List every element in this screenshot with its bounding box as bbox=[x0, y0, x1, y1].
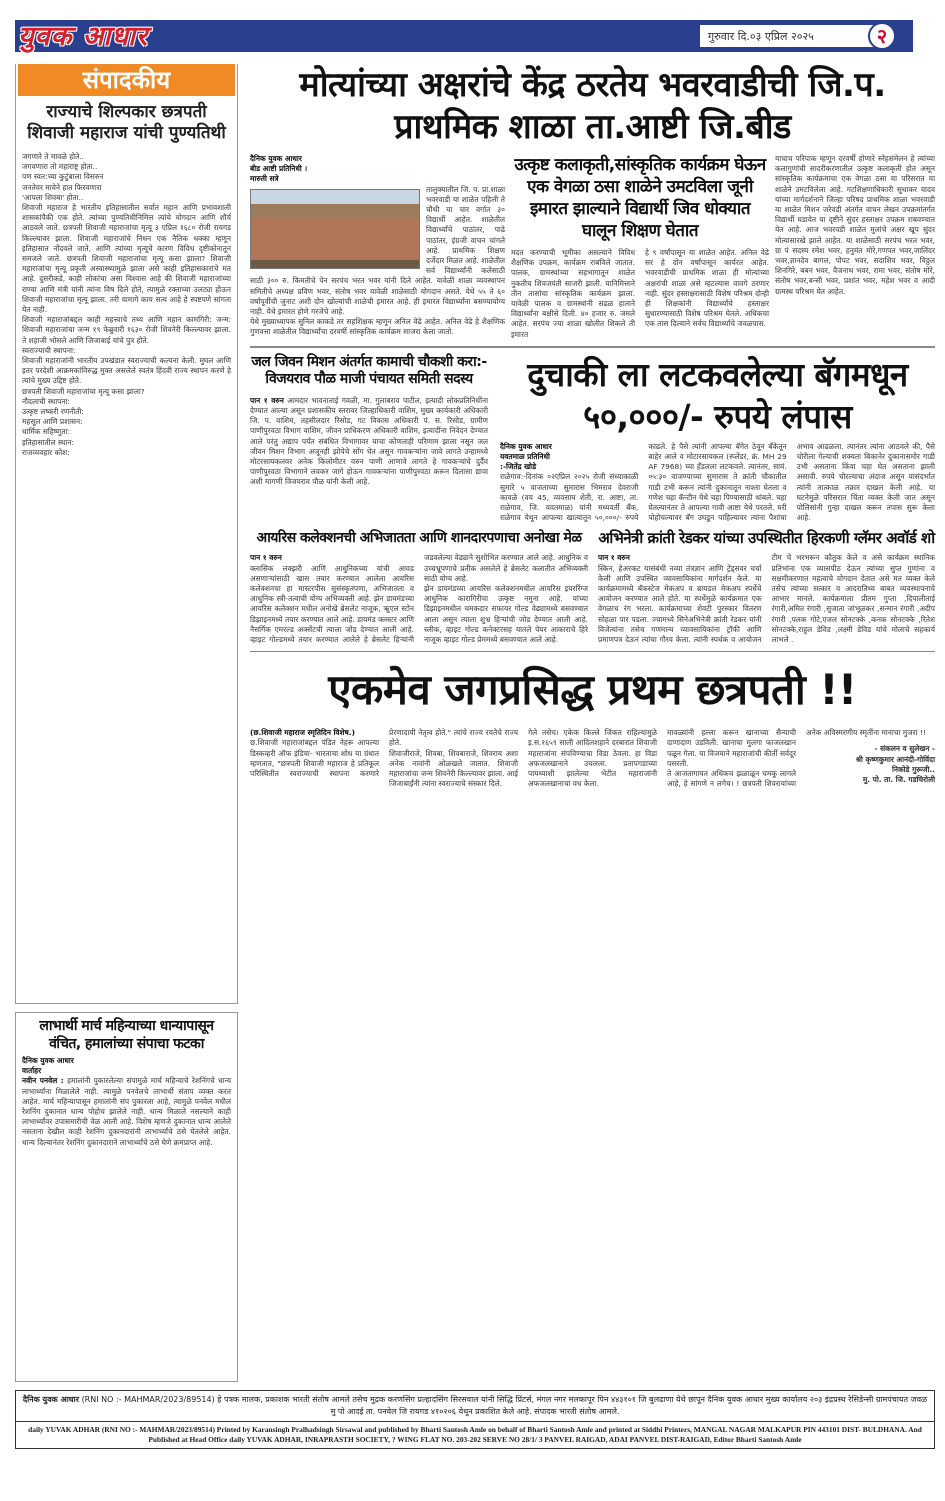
divider bbox=[250, 346, 935, 348]
editorial-column bbox=[15, 64, 238, 1004]
shivaji-article bbox=[250, 728, 935, 789]
feature-row bbox=[250, 529, 935, 645]
paragraph: मावळ्यांनी हल्ला करून खानाच्या सैन्याची दाणादाण उडविली. खानाचा मुलगा फाजलखान पळून गेला. या विजयाने महाराजांची कीर्ती सर्वदूर पसरली. bbox=[667, 728, 796, 768]
school-body-c bbox=[775, 154, 935, 340]
paragraph: नौदलाची स्थापना: bbox=[22, 396, 70, 406]
paragraph: शिवाजी महाराजांनी भारतीय उपखंडात स्वराज्याची कल्पना केली. मुघल आणि इतर परदेशी आक्रमकांविरुद्ध मुक्त असलेले स्वतंत्र हिंदवी राज्य स्थापन करणे हे त्यांचे मुख्य उद्दिष्ट होते. bbox=[22, 356, 231, 386]
bike-byline-1: दैनिक युवक आधार bbox=[500, 441, 552, 451]
paragraph: शिवाजी महाराज हे भारतीय इतिहासातील सर्वात महान आणि प्रभावशाली शासकांपैकी एक होते. त्यांच्या पुण्यतिथीनिमित्त त्यांचे योगदान आणि शौर्य आठवले जाते. छत्रपती शिवाजी महाराजांचा मृत्यू ३ एप्रिल १६८० रोजी रायगड किल्ल्यावर झाला. शिवाजी महाराजांचे निधन एक नैतिक धक्का म्हणून इतिहासात नोंदवले जाते, आणि त्यांच्या मृत्यूचे कारण विविध दृष्टीकोनातून समजले जाते. छत्रपती शिवाजी महाराजांचा मृत्यू कसा झाला? शिवाजी महाराजांचा मृत्यू प्रकृती अस्वास्थ्यामुळे झाला असे काही इतिहासकारांचे मत आहे. दुसरीकडे, काही लोकांचा असा विश्वास आहे की शिवाजी महाराजांच्या राण्या आणि मंत्री यांनी त्यांना विष दिले होते, त्यामुळे रक्ताच्या उलट्या होऊन शिवाजी महाराजांचा मृत्यू झाला. तरी यामागे काय सत्य आहे हे स्पष्टपणे सांगता येत नाही. bbox=[22, 203, 231, 315]
ration-body: हमालांनी पुकारलेल्या संपामुळे मार्च महिन्याचे रेशनिंगचे धान्य लाभार्थ्यांना मिळालेले नाही. त्यामुळे पनवेलचे लाभार्थी संताप व्यक्त करत आहेत. मार्च महिन्यापासून हमालांनी संप पुकारला आहे, त्यामुळे पनवेल मधील रेशनिंग दुकानात धान्य पोहोच झालेले नाही. धान्य मिळाले नसल्याने काही लाभार्थ्यांवर उपासमारीची वेळ आली आहे. विशेष म्हणजे दुकानात धान्य आलेले नसताना देखील काही रेशनिंग दुकानदारांनी लाभार्थ्यांचे ठसे घेतलेले आहेत. धान्य दिल्यानंतर रेशनिंग दुकानदाराने लाभार्थ्यांचे ठसे घेणे क्रमप्राप्त आहे. bbox=[22, 1076, 232, 1147]
shivaji-headline: एकमेव जगप्रसिद्ध प्रथम छत्रपती !! bbox=[328, 665, 857, 715]
issue-date: गुरुवार दि.०३ एप्रिल २०२५ bbox=[700, 25, 880, 47]
shivaji-signature bbox=[806, 744, 935, 785]
editorial-label: संपादकीय bbox=[18, 64, 235, 96]
left-column bbox=[15, 64, 238, 1382]
paragraph: झेन डायमंडच्या आयरिस कलेक्शनमधील आयरिस इयररिंग्ज आधुनिक कारागिरीचा उत्कृष्ट नमुना आहे. यांच्या डिझाइनमधील चमकदार सफायर गोल्ड वेढ्यामध्ये बसवण्यात आला असून त्याला शुभ्र हिऱ्यांची जोड देण्यात आली आहे. स्लीक, व्हाइट गोल्ड कनेक्टरसह यातले पेयर आकाराचे हिरे नाजूक व्हाइट गोल्ड प्रेममध्ये बसवण्यात आले आहे. bbox=[424, 584, 588, 645]
main-area bbox=[250, 64, 935, 1382]
award-article bbox=[598, 529, 935, 645]
paragraph: महसूल आणि प्रशासन: bbox=[22, 417, 83, 427]
award-body bbox=[598, 553, 935, 645]
bike-body-columns bbox=[500, 442, 935, 524]
paragraph: स्किन, हेअरकट यासंबंधी नव्या तंत्रज्ञान आणि ट्रेंड्सवर चर्चा केली आणि उपस्थित व्यावसायिकांना मार्गदर्शन केले. या कार्यक्रमामध्ये बॅकस्टेज मेकअप व ब्रायडल मेकअप स्पर्धेचे आयोजन करण्यात आले होते. या स्पर्धेमुळे कार्यक्रमात एक वेगळाच रंग भरला. कार्यक्रमाच्या शेवटी पुरस्कार वितरण सोहळा पार पडला. ज्यामध्ये सिनेअभिनेत्री क्रांती रेडकर यांनी विजेत्यांना तसेच गणमान्य व्यावसायिकांना ट्रॉफी आणि प्रमाणपत्र देऊन त्यांचा गौरव केला. त्यांनी स्पर्धक व आयोजन टीम चे भरभरून कौतुक केले व असे कार्यक्रम स्थानिक प्रतिभांना एक व्यासपीठ देऊन त्यांच्या सुप्त गुणांना व सक्षमीकरणात महत्वाचे योगदान देतात असे मत व्यक्त केले तसेच त्यांच्या सत्कार व आदरातिथ्य बाबत व्यवस्थापनाचे आभार मानले. कार्यक्रमाला प्रीतम गुप्ता ,दिपालीताई रंगारी,अमित रंगारी ,सुजाता जांभूळकर ,सन्मान रंगारी ,अदीप रंगारी ,पलक गोटे,एजल सोनटक्के ,कनक सोनटक्के ,रितेश सोनटक्के,राहुल डेविड ,लक्ष्मी डेविड यांचे मोलाचे सहकार्य लाभले . bbox=[598, 553, 935, 645]
school-article bbox=[250, 154, 935, 340]
paragraph: शिवाजी महाराजांबद्दल काही महत्त्वाचे तथ्य आणि महान कामगिरी: जन्म: शिवाजी महाराजांचा जन्म १९ फेब्रुवारी १६३० रोजी शिवनेरी किल्ल्यावर झाला. ते शहाजी भोसले आणि जिजाबाई यांचे पुत्र होते. bbox=[22, 315, 231, 345]
school-byline-1: दैनिक युवक आधार bbox=[250, 154, 302, 163]
newspaper-logo: युवक आधार bbox=[18, 21, 149, 52]
award-lead: पान १ वरुन bbox=[598, 553, 630, 563]
ration-byline-1: दैनिक युवक आधार bbox=[22, 1056, 74, 1065]
school-subhead: उत्कृष्ट कलाकृती,सांस्कृतिक कार्यक्रम घेऊन एक वेगळा ठसा शाळेने उमटविला जूनी इमारत झाल्याने विद्यार्थी जिव धोक्यात घालून शिक्षण घेतात bbox=[514, 155, 766, 241]
ration-title: लाभार्थी मार्च महिन्याच्या धान्यापासून वंचित, हमालांच्या संपाचा फटका bbox=[39, 1018, 214, 1052]
masthead-band bbox=[15, 20, 913, 52]
paragraph: उत्कृष्ट लष्करी रणनीती: bbox=[22, 407, 84, 417]
water-body: आमदार भावनाताई गवळी, मा. गुलाबराव पाटील, इत्यादी लोकप्रतिनिधींना देण्यात आल्या असून प्रशासकीय स्तरावर जिल्हाधिकारी वाशिम, मुख्य कार्यकारी अधिकारी जि. प. वाशिम, तहसीलदार रिसोड, गट विकास अधिकारी पं. स. रिसोड, ग्रामीण पाणीपुरवठा विभाग वाशिम, जीवन प्राधिकरण अधिकारी वाशिम, इत्यादींना निवेदन देण्यात आले परंतु अद्याप पर्यंत संबंधित विभागावर याचा कोणताही परिणाम झाला नसून जल जीवन मिशन विभाग अजूनही झोपेचे सोंग घेत असून गावकऱ्यांना जावे लागते उन्हामध्ये मोटरसायकलवर अनेक किलोमीटर वरुन पाणी आणावे लागते हे गावकऱ्यांचे दुर्दैव पाणीपुरवठा विभागाने लवकर जागे होऊन गावकऱ्यांना पाणीपुरवठा करून दिलासा द्यावा अशी मागणी विजयराव पौळ यांनी केली आहे. bbox=[250, 395, 488, 487]
page-number: २ bbox=[868, 22, 896, 50]
school-body-b bbox=[511, 248, 769, 340]
news-row bbox=[250, 354, 935, 524]
editorial-body bbox=[16, 152, 237, 458]
ration-article bbox=[15, 1012, 238, 1382]
paragraph: येथे मुख्याध्यापक सुनिल काकडे तर सहशिक्षक म्हणून अनिल वेढे आहेत. अनिल वेढे हे शैक्षणिक गुणवत्ता शाळेतील विद्यार्थ्यांचा दरवर्षी सांस्कृतिक कार्यक्रम साजरा केला जातो. bbox=[250, 317, 505, 337]
school-byline-2: बीड आष्टी प्रतिनिधी । bbox=[250, 164, 308, 174]
paragraph: - संकलन व सुलेखन - bbox=[874, 744, 935, 754]
paragraph: जगवणारा तो महाराष्ट्र होता.. bbox=[22, 162, 98, 172]
paragraph: राजव्यवहार कोश: bbox=[22, 447, 70, 457]
bike-byline-2: यवतमाळ प्रतिनिधी bbox=[500, 452, 550, 462]
paragraph: ते आजतागायत अधिकच झळाळून चमकू लागले आहे, हे सांगणे न लगेच। ! छत्रपती शिवरायांच्या अनेक अविस्मरणीय स्मृतींना मानाचा मुजरा !! bbox=[667, 728, 926, 789]
shivaji-kicker: (छ.शिवाजी महाराज स्मृतिदिन विशेष.) bbox=[250, 728, 355, 738]
page-body bbox=[15, 64, 935, 1382]
school-article-middle bbox=[511, 154, 769, 340]
ration-dateline: नवीन पनवेल : bbox=[22, 1076, 64, 1086]
paragraph: मदत करण्याची भूमीका असल्याने विविध शैक्षणिक उपक्रम, कार्यक्रम राबविले जातात. पालक, ग्रामस्थांच्या सहभागातून शाळेत नुकतीच शिवजयंती साजरी झाली. यानिमित्ताने तीन तासांचा सांस्कृतिक कार्यक्रम झाला. यावेळी पालक व ग्रामस्थांनी सढळ हाताने विद्यार्थ्यांना बक्षीसे दिली. ४० हजार रु. जमले आहेत. सरपंच ज्या शाळा खोलीत शिकले ती इमारत bbox=[511, 248, 635, 339]
paragraph: छ.शिवाजी महाराजांबद्दल पंडित नेहरू आपल्या डिस्कव्हरी ऑफ इंडिया- भारताचा शोध या ग्रंथात म्हणतात, "छत्रपती शिवाजी महाराज हे प्रतिकूल परिस्थितीत स्वराज्याची स्थापना करणारे प्रेरणादायी नेतृत्व होते." त्यांचे राज्य रयतेचे राज्य होते. bbox=[250, 728, 518, 779]
iris-body bbox=[250, 553, 588, 645]
paragraph: शिवाजीराजे, शिवबा, शिवबाराजे, शिवराय अशा अनेक नावांनी ओळखले जातात. शिवाजी महाराजांचा जन्म शिवनेरी किल्ल्यावर झाला. आई जिजाबाईंनी त्यांना स्वराज्याचे संस्कार दिले. bbox=[389, 748, 518, 789]
paragraph: याचाच परिपाक म्हणून दरवर्षी होणारे स्नेहसंमेलन हे त्यांच्या कलागुणांची सादरीकरणातील उत्कृष्ट कलाकृती होत असून सांस्कृतिक कार्यक्रमाचा एक वेगळा ठसा या परिसरात या शाळेने उमटविलेला आहे. गटशिक्षणाधिकारी सुधाकर यादव यांच्या मार्गदर्शनाने जिल्हा परिषद प्राथमिक शाळा भवरवाडी या शाळेत मिशन जरेवडी अंतर्गत वाचन लेखन उपक्रमांतर्गत विद्यार्थी घडावेत या दृष्टीने सुंदर हस्ताक्षर उपक्रम राबवण्यात येत आहे. आज भवरवडी शाळेत मुलांचे अक्षर खूप सुंदर मोत्यासारखे झाले आहेत. या शाळेसाठी सरपंच भरत भवर, ग्रा पं सदस्य रमेश भवर, हनुमंत मोरे,गणपत भवर,जालिंदर भवर,ज्ञानदेव बागल, पोपट भवर, सदाशिव भवर, विठ्ठल शिनगिरे, बबन भवर, वैजनाथ भवर, रामा भवर, संतोष मोरे, संतोष भवर,बन्सी भवर, प्रशांत भवर, महेश भवर व आदी ग्रामस्थ परिश्रम घेत आहेत. bbox=[775, 154, 935, 296]
paragraph: निकोडे गुरूजी.. bbox=[891, 764, 935, 774]
paragraph: राळेगाव:-दिनांक ०२एप्रिल २०२५ रोजी संध्याकाळी सुमारे ५ वाजताच्या सुमारास भिमराव देवराजी कावळे (वय 45, व्यवसाय शेती, रा. आष्टा, ता. राळेगाव, जि. यवतमाळ) यांनी मध्यवर्ती बँक, राळेगाव येथून आपल्या खात्यातून ५०,०००/- रुपये काढले. हे पैसे त्यांनी आपल्या बॅगेत ठेवून बँकेतून बाहेर आले व मोटारसायकल (स्प्लेंडर, क्रं. MH 29 AF 7968) च्या हँडलला लटकवले. त्यानंतर, सायं. ०५:३० वाजण्याच्या सुमारास ते क्रांती चौकातील गाडी उभी करून त्यांनी दुकानातून नाश्ता घेतला व गणेश चहा कॅन्टीन येथे चहा पिण्यासाठी थांबले. चहा घेतल्यानंतर ते आपल्या गावी आष्टा येथे परतले. घरी पोहोचल्यावर बॅग उघडून पाहिल्यावर त्यांना पैशांचा अभाव आढळला. त्यानंतर त्यांना आठवले की, पैसे चोरीला गेल्याची शक्यता बिकानेर दुकानासमोर गाडी उभी असताना किंवा चहा घेत असताना झाली असावी. रुपये चोरल्याचा अंदाज असून यासंदर्भात त्यांनी तात्काळ तक्रार दाखल केली आहे. या घटनेमुळे परिसरात चिंता व्यक्त केली जात असून पोलिसांनी गुन्हा दाखल करून तपास सुरू केला आहे. bbox=[500, 441, 935, 523]
school-byline-3: मारुती सत्रे bbox=[250, 174, 279, 184]
ration-byline-2: वार्ताहर bbox=[22, 1066, 42, 1076]
paragraph: श्री कृष्णकुमार आनंदी-गोविंदा bbox=[855, 754, 935, 764]
paragraph: जगणारे ते मावळे होते.. bbox=[22, 152, 84, 161]
paragraph: इतिहासातील स्थान: bbox=[22, 437, 74, 447]
iris-lead: पान १ वरुन bbox=[250, 553, 282, 563]
imprint-english: daily YUVAK ADHAR (RNI NO :- MAHMAR/2023/89514) Printed by Karansingh Pralhadsingh Sirsawal and published by Bharti Santosh Amle on behalf of Bharti Santosh Amle and printed at Siddhi Printers, MANGAL NAGAR MALKAPUR PIN 443101 DIST- BULDHANA. And Published at Head Office daily YUVAK ADHAR, INRAPRASTH SOCIETY, ? WING FLAT NO. 203-202 SERVE NO 28/1/ 3 PANVEL RAIGAD, ADAI PANVEL DIST-RAIGAD, Editor Bharti Santosh Amle bbox=[28, 1425, 922, 1444]
paragraph: पण स्वत:च्या कुटुंबाला विसरुन bbox=[22, 172, 104, 182]
divider bbox=[250, 651, 935, 652]
iris-title: आयरिस कलेक्शनची अभिजातता आणि शानदारपणाचा अनोखा मेळ bbox=[256, 530, 582, 547]
paragraph: क्लासिक लक्झरी आणि आधुनिकच्या यांची आवड असणाऱ्यांसाठी खास तयार करण्यात आलेला आयरिस कलेक्शनचा हा मास्टरपीस सुसंस्कृतपणा, अभिजातता व आधुनिक स्त्री-तत्वाची योग्य अभिव्यक्ती आहे. झेन डायमंडच्या आयरिस कलेक्शन मधील अनोखे ब्रेसलेट नाजूक, ऋुएल स्टोन डिझाइनमध्ये तयार करण्यात आले आहे. डायमंड क्लस्टर आणि नैसर्गिक एमरल्ड अक्सेंटची त्याला जोड देण्यात आली आहे. व्हाइट गोल्डमध्ये तयार करण्यात आलेले हे ब्रेसलेट हिऱ्यांनी जडवलेल्या वेढ्याने सुशोभित करण्यात आले आहे. आधुनिक व उच्चभ्रूपणाचे प्रतीक असलेले हे ब्रेसलेट कलातीत अभिव्यक्ती साठी योग्य आहे. bbox=[250, 553, 588, 645]
bike-headline: दुचाकी ला लटकवलेल्या बॅगमधून ५०,०००/- रुपये लंपास bbox=[527, 354, 908, 436]
paragraph: स्वराज्याची स्थापना: bbox=[22, 345, 76, 355]
paragraph: छत्रपती शिवाजी महाराजांचा मृत्यू कसा झाला? bbox=[22, 386, 145, 396]
water-article bbox=[250, 354, 488, 524]
paragraph: 'आपला शिवबा' होता.. bbox=[22, 192, 84, 202]
school-article-left bbox=[250, 154, 505, 340]
bike-article bbox=[500, 354, 935, 524]
iris-article bbox=[250, 529, 588, 645]
bike-byline-3: :-जितेंद्र खोडे bbox=[500, 462, 537, 472]
paragraph: तालुक्यातील जि. प. प्रा.शाळा भवरवाडी या शाळेत पहिली ते चौथी या चार वर्गात ३० विद्यार्थी आहेत. शाळेतील विद्यार्थ्यांचे पाठांतर, पाढे पाठांतर, इंग्रजी वाचन चांगले आहे. प्राथमिक शिक्षण दर्जेदार मिळत आहे. शाळेतील सर्व विद्यार्थ्यांनी कलेसाठी साठी ३०० रु. किमतीचे पेन सरपंच भरत भवर यांनी दिले आहेत. यावेळी शाळा व्यवस्थापन समितीचे अध्यक्ष प्रविण भवर, संतोष भवर यावेळी शाळेसाठी योगदान असते. येथे ५५ ते ६० वर्षांपूर्वीची जुनाट अशी दोन खोल्यांची शाळेची इमारत आहे. ही इमारत विद्यार्थ्यांना बसण्यायोग्य नाही. येथे इमारत होणे गरजेचे आहे. bbox=[250, 184, 506, 317]
imprint-footer bbox=[15, 1390, 935, 1449]
imprint-marathi-name: दैनिक युवक आधार bbox=[22, 1395, 80, 1404]
award-title: अभिनेत्री क्रांती रेडकर यांच्या उपस्थितीत हिरकणी ग्लॅमर अवॉर्ड शो bbox=[598, 529, 935, 548]
paragraph: धार्मिक सहिष्णुता: bbox=[22, 427, 70, 437]
paragraph: जनतेवर मायेने हात फिरवणारा bbox=[22, 182, 102, 192]
school-headline: मोत्यांच्या अक्षरांचे केंद्र ठरतेय भवरवाडीची जि.प. प्राथमिक शाळा ता.आष्टी जि.बीड bbox=[299, 65, 886, 147]
paragraph: मु. पो. ता. जि. गडचिरोली bbox=[862, 775, 935, 785]
school-building-photo bbox=[250, 189, 420, 269]
water-lead: पान १ वरुन bbox=[250, 395, 284, 405]
water-title: जल जिवन मिशन अंतर्गत कामाची चौकशी करा:- विजयराव पौळ माजी पंचायत समिती सदस्य bbox=[251, 353, 487, 387]
paragraph: गेले तसेच। एकेक किल्ले जिंकत राहिल्यामुळे इ.स.१६५९ साली आदिलशहाने दरबारात शिवाजी महाराजांना संपविण्याचा विडा ठेवला. हा विडा अफजलखानाने उचलला. प्रतापगडाच्या पायथ्याशी झालेल्या भेटीत महाराजांनी अफजलखानाचा वध केला. bbox=[528, 728, 657, 789]
paragraph: हे ९ वर्षांपासून या शाळेत आहेत. अनिल वेढे सर हे दोन वर्षांपासून कार्यरत आहेत. भवरवाडीची प्राथमिक शाळा ही मोत्यांच्या अक्षरांची शाळा असे म्हटल्यास वावगे ठरणार नाही. सुंदर हस्ताक्षरासाठी विशेष परिश्रम दोन्ही ही शिक्षकांनी विद्यार्थ्यांचे हस्ताक्षर सुधारण्यासाठी विशेष परिश्रम घेतले. अधिकचा एक तास दिल्याने सर्वच विद्यार्थ्यांचे जवळपास. bbox=[645, 248, 769, 329]
editorial-title: राज्याचे शिल्पकार छत्रपती शिवाजी महाराज यांची पुण्यतिथी bbox=[27, 102, 226, 143]
imprint-marathi: (RNI NO :- MAHMAR/2023/89514) हे पत्रक मालक, प्रकाशक भारती संतोष आमले तसेच मुद्रक करणसिंग प्रल्हादसिंग सिरसवाल यांनी सिद्धि प्रिंटर्स, मंगल नगर मलकापूर पिन ४४३१०१ जि बुलढाणा येथे छापून दैनिक युवक आधार मुख्य कार्यालय २०३ इंद्रप्रस्थ रेसिडेन्सी ग्रामपंचायत जवळ मु पो आदई ता. पनवेल जि रायगड ४१०२०६ येथून प्रकाशित केले आहे. संपादक भारती संतोष आमले. bbox=[81, 1395, 928, 1416]
